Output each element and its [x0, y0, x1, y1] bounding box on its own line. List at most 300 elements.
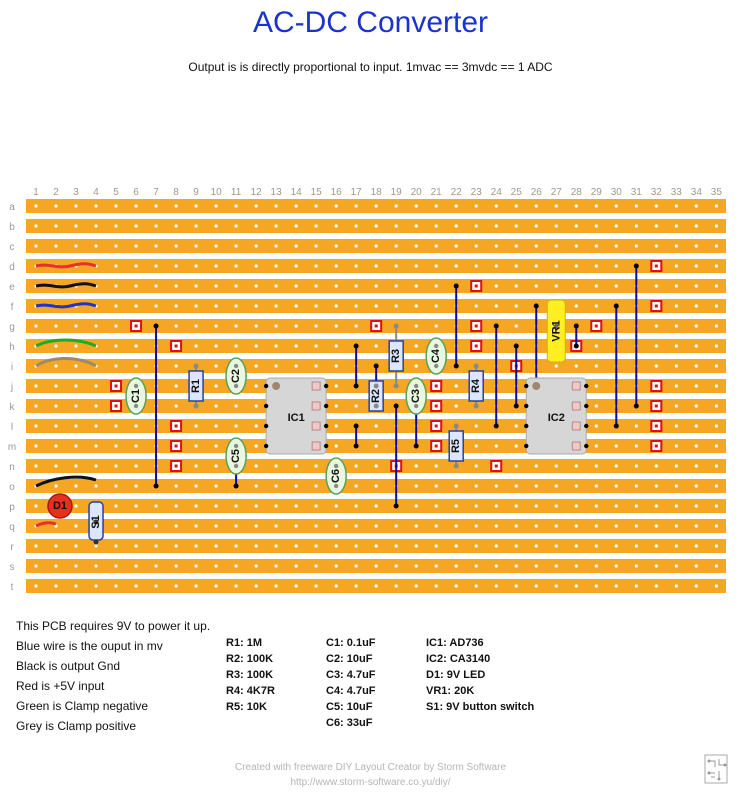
- column-label: 2: [53, 187, 59, 198]
- jumper-end: [154, 324, 159, 329]
- strip-hole: [174, 544, 177, 547]
- strip-hole: [174, 324, 177, 327]
- strip-hole: [715, 504, 718, 507]
- strip-hole: [415, 324, 418, 327]
- strip-hole: [134, 584, 137, 587]
- strip-hole: [415, 524, 418, 527]
- capacitor-label: C1: [130, 388, 143, 404]
- strip-hole: [275, 324, 278, 327]
- diy-logo-icon: [702, 752, 732, 786]
- strip-hole: [315, 584, 318, 587]
- strip-hole: [255, 404, 258, 407]
- strip-hole: [114, 344, 117, 347]
- diagram-subtitle: Output is is directly proportional to input. 1mvac == 3mvdc == 1 ADC: [188, 60, 553, 74]
- strip-hole: [214, 404, 217, 407]
- strip-hole: [475, 264, 478, 267]
- column-label: 18: [370, 187, 382, 198]
- strip-hole: [255, 424, 258, 427]
- bom-capacitor: C3: 4.7uF: [326, 669, 376, 681]
- strip-hole: [415, 484, 418, 487]
- strip-hole: [315, 464, 318, 467]
- bom-resistor: R3: 100K: [226, 669, 274, 681]
- strip-hole: [675, 404, 678, 407]
- strip-hole: [335, 524, 338, 527]
- strip-hole: [154, 584, 157, 587]
- strip-hole: [74, 524, 77, 527]
- strip-hole: [34, 564, 37, 567]
- capacitor-label: C4: [430, 348, 443, 364]
- strip-hole: [415, 304, 418, 307]
- strip-hole: [275, 544, 278, 547]
- strip-hole: [595, 524, 598, 527]
- column-label: 3: [73, 187, 79, 198]
- strip-hole: [74, 344, 77, 347]
- strip-hole: [675, 304, 678, 307]
- strip-hole: [54, 344, 57, 347]
- strip-hole: [114, 424, 117, 427]
- strip-hole: [134, 524, 137, 527]
- strip-hole: [395, 304, 398, 307]
- strip-hole: [275, 584, 278, 587]
- ic-pin: [324, 384, 328, 388]
- strip-hole: [535, 204, 538, 207]
- strip-hole: [94, 484, 97, 487]
- strip-hole: [415, 564, 418, 567]
- strip-hole: [74, 424, 77, 427]
- column-label: 35: [710, 187, 722, 198]
- strip-hole: [655, 524, 658, 527]
- strip-hole: [595, 304, 598, 307]
- bom-other: D1: 9V LED: [426, 669, 486, 681]
- capacitor-pin: [334, 464, 338, 468]
- strip-hole: [555, 464, 558, 467]
- strip-hole: [194, 284, 197, 287]
- strip-hole: [715, 304, 718, 307]
- strip-hole: [435, 504, 438, 507]
- strip-hole: [34, 244, 37, 247]
- strip-hole: [315, 484, 318, 487]
- track-cut-dot: [475, 345, 478, 348]
- strip-hole: [455, 564, 458, 567]
- strip-hole: [54, 564, 57, 567]
- strip-hole: [295, 264, 298, 267]
- strip-hole: [375, 444, 378, 447]
- switch-label: S1: [90, 515, 103, 529]
- bom-capacitor: C5: 10uF: [326, 701, 373, 713]
- strip-hole: [235, 544, 238, 547]
- strip-hole: [214, 324, 217, 327]
- strip-hole: [695, 504, 698, 507]
- strip-hole: [455, 384, 458, 387]
- strip-hole: [375, 284, 378, 287]
- strip-hole: [335, 384, 338, 387]
- row-label: j: [10, 382, 14, 393]
- note-line: Grey is Clamp positive: [16, 719, 137, 733]
- strip-hole: [495, 244, 498, 247]
- strip-hole: [34, 324, 37, 327]
- row-label: s: [9, 562, 15, 573]
- strip-hole: [575, 224, 578, 227]
- strip-hole: [615, 264, 618, 267]
- strip-hole: [535, 544, 538, 547]
- strip-hole: [435, 484, 438, 487]
- strip-hole: [575, 464, 578, 467]
- capacitor-pin: [234, 464, 238, 468]
- row-label: h: [9, 342, 15, 353]
- strip-hole: [455, 404, 458, 407]
- strip-hole: [154, 264, 157, 267]
- strip-hole: [335, 584, 338, 587]
- strip-hole: [515, 304, 518, 307]
- strip-hole: [575, 584, 578, 587]
- strip-hole: [695, 204, 698, 207]
- strip-hole: [255, 384, 258, 387]
- track-cut-dot: [375, 325, 378, 328]
- row-label: d: [9, 262, 15, 273]
- strip-hole: [375, 564, 378, 567]
- strip-hole: [375, 344, 378, 347]
- strip-hole: [34, 444, 37, 447]
- strip-hole: [695, 464, 698, 467]
- ic-pin: [324, 444, 328, 448]
- strip-hole: [194, 344, 197, 347]
- resistor-pin: [454, 464, 459, 469]
- strip-hole: [74, 204, 77, 207]
- strip-hole: [335, 284, 338, 287]
- strip-hole: [415, 244, 418, 247]
- footer-url[interactable]: http://www.storm-software.co.yu/diy/: [290, 777, 451, 788]
- strip-hole: [475, 464, 478, 467]
- resistor-pin: [394, 324, 399, 329]
- strip-hole: [495, 204, 498, 207]
- strip-hole: [235, 344, 238, 347]
- strip-hole: [455, 524, 458, 527]
- strip-hole: [114, 484, 117, 487]
- column-label: 28: [570, 187, 582, 198]
- strip-hole: [295, 364, 298, 367]
- track-cut-dot: [595, 325, 598, 328]
- strip-hole: [615, 204, 618, 207]
- strip-hole: [94, 444, 97, 447]
- strip-hole: [315, 304, 318, 307]
- strip-hole: [595, 564, 598, 567]
- strip-hole: [174, 364, 177, 367]
- strip-hole: [695, 364, 698, 367]
- strip-hole: [675, 364, 678, 367]
- strip-hole: [415, 584, 418, 587]
- strip-hole: [575, 524, 578, 527]
- note-line: Red is +5V input: [16, 679, 105, 693]
- strip-hole: [235, 284, 238, 287]
- track-cut-dot: [655, 385, 658, 388]
- strip-hole: [94, 584, 97, 587]
- strip-hole: [315, 324, 318, 327]
- strip-hole: [174, 264, 177, 267]
- row-label: k: [9, 402, 15, 413]
- strip-hole: [114, 544, 117, 547]
- track-cut-dot: [175, 445, 178, 448]
- strip-hole: [495, 584, 498, 587]
- bom-capacitor: C4: 4.7uF: [326, 685, 376, 697]
- strip-hole: [395, 284, 398, 287]
- strip-hole: [475, 524, 478, 527]
- strip-hole: [315, 284, 318, 287]
- strip-hole: [555, 524, 558, 527]
- strip-hole: [455, 264, 458, 267]
- strip-hole: [675, 424, 678, 427]
- strip-hole: [655, 284, 658, 287]
- strip-hole: [715, 404, 718, 407]
- strip-hole: [355, 584, 358, 587]
- jumper-end: [394, 504, 399, 509]
- strip-hole: [635, 464, 638, 467]
- strip-hole: [615, 224, 618, 227]
- strip-hole: [275, 224, 278, 227]
- row-label: f: [10, 302, 14, 313]
- strip-hole: [675, 324, 678, 327]
- strip-hole: [675, 584, 678, 587]
- strip-hole: [675, 224, 678, 227]
- strip-hole: [495, 304, 498, 307]
- strip-hole: [194, 444, 197, 447]
- strip-hole: [395, 544, 398, 547]
- strip-hole: [515, 204, 518, 207]
- strip-hole: [94, 224, 97, 227]
- strip-hole: [575, 244, 578, 247]
- strip-hole: [435, 224, 438, 227]
- strip-hole: [235, 204, 238, 207]
- strip-hole: [94, 324, 97, 327]
- strip-hole: [375, 304, 378, 307]
- strip-hole: [515, 244, 518, 247]
- strip-hole: [214, 444, 217, 447]
- strip-hole: [235, 564, 238, 567]
- strip-hole: [415, 364, 418, 367]
- jumper-end: [154, 484, 159, 489]
- track-cut-dot: [115, 385, 118, 388]
- strip-hole: [675, 284, 678, 287]
- resistor-label: R2: [370, 388, 383, 404]
- track-cut-dot: [655, 425, 658, 428]
- strip-hole: [495, 224, 498, 227]
- strip-hole: [435, 264, 438, 267]
- jumper-end: [614, 304, 619, 309]
- resistor-pin: [394, 384, 399, 389]
- strip-hole: [114, 524, 117, 527]
- bom-capacitor: C6: 33uF: [326, 717, 373, 729]
- strip-hole: [335, 304, 338, 307]
- strip-hole: [715, 584, 718, 587]
- bom-resistor: R1: 1M: [226, 637, 263, 649]
- strip-hole: [515, 564, 518, 567]
- strip-hole: [695, 484, 698, 487]
- strip-hole: [34, 384, 37, 387]
- strip-hole: [695, 424, 698, 427]
- row-label: r: [10, 542, 14, 553]
- strip-hole: [715, 384, 718, 387]
- strip-hole: [455, 224, 458, 227]
- column-label: 12: [250, 187, 262, 198]
- strip-hole: [74, 244, 77, 247]
- strip-hole: [635, 524, 638, 527]
- strip-hole: [174, 204, 177, 207]
- strip-hole: [355, 484, 358, 487]
- row-label: g: [9, 322, 15, 333]
- strip-hole: [715, 204, 718, 207]
- strip-hole: [715, 524, 718, 527]
- ic-label: IC2: [547, 412, 565, 424]
- strip-hole: [114, 504, 117, 507]
- strip-hole: [74, 584, 77, 587]
- strip-hole: [355, 504, 358, 507]
- track-cut-dot: [175, 425, 178, 428]
- column-label: 21: [430, 187, 442, 198]
- strip-hole: [134, 484, 137, 487]
- track-cut-dot: [175, 465, 178, 468]
- strip-hole: [515, 444, 518, 447]
- strip-hole: [174, 584, 177, 587]
- strip-hole: [475, 304, 478, 307]
- strip-hole: [114, 304, 117, 307]
- strip-hole: [655, 504, 658, 507]
- column-label: 1: [33, 187, 39, 198]
- resistor-pin: [474, 364, 479, 369]
- strip-hole: [515, 264, 518, 267]
- strip-hole: [235, 504, 238, 507]
- strip-hole: [575, 564, 578, 567]
- strip-hole: [235, 324, 238, 327]
- capacitor-pin: [434, 344, 438, 348]
- strip-hole: [235, 304, 238, 307]
- strip-hole: [355, 524, 358, 527]
- strip-hole: [214, 224, 217, 227]
- strip-hole: [355, 324, 358, 327]
- strip-hole: [255, 324, 258, 327]
- strip-hole: [275, 304, 278, 307]
- strip-hole: [375, 424, 378, 427]
- strip-hole: [515, 224, 518, 227]
- strip-hole: [415, 284, 418, 287]
- strip-hole: [255, 484, 258, 487]
- strip-hole: [114, 464, 117, 467]
- strip-hole: [655, 224, 658, 227]
- track-cut-dot: [655, 305, 658, 308]
- strip-hole: [595, 464, 598, 467]
- strip-hole: [134, 344, 137, 347]
- strip-hole: [475, 204, 478, 207]
- track-cut-dot: [115, 405, 118, 408]
- note-line: Green is Clamp negative: [16, 699, 149, 713]
- strip-hole: [34, 404, 37, 407]
- ic-pin-pad: [572, 442, 580, 450]
- strip-hole: [34, 424, 37, 427]
- strip-hole: [235, 584, 238, 587]
- strip-hole: [495, 484, 498, 487]
- ic-pin: [264, 404, 268, 408]
- strip-hole: [174, 304, 177, 307]
- strip-hole: [595, 404, 598, 407]
- strip-hole: [675, 504, 678, 507]
- strip-hole: [194, 564, 197, 567]
- strip-hole: [114, 244, 117, 247]
- strip-hole: [315, 264, 318, 267]
- strip-hole: [595, 584, 598, 587]
- strip-hole: [74, 324, 77, 327]
- strip-hole: [395, 224, 398, 227]
- strip-hole: [315, 244, 318, 247]
- jumper-end: [354, 424, 359, 429]
- strip-hole: [54, 424, 57, 427]
- strip-hole: [515, 504, 518, 507]
- strip-hole: [235, 524, 238, 527]
- strip-hole: [575, 264, 578, 267]
- strip-hole: [715, 424, 718, 427]
- bom-resistor: R5: 10K: [226, 701, 267, 713]
- strip-hole: [94, 544, 97, 547]
- strip-hole: [555, 364, 558, 367]
- strip-hole: [194, 464, 197, 467]
- strip-hole: [435, 324, 438, 327]
- ic-pin: [584, 404, 588, 408]
- jumper-end: [514, 404, 519, 409]
- column-label: 7: [153, 187, 159, 198]
- strip-hole: [695, 324, 698, 327]
- strip-hole: [715, 544, 718, 547]
- strip-hole: [214, 264, 217, 267]
- strip-hole: [194, 484, 197, 487]
- strip-hole: [54, 384, 57, 387]
- strip-hole: [675, 524, 678, 527]
- strip-hole: [615, 484, 618, 487]
- row-label: c: [9, 242, 15, 253]
- strip-hole: [54, 544, 57, 547]
- strip-hole: [695, 584, 698, 587]
- jumper-end: [354, 344, 359, 349]
- row-label: o: [9, 482, 15, 493]
- strip-hole: [335, 224, 338, 227]
- strip-hole: [455, 484, 458, 487]
- strip-hole: [275, 204, 278, 207]
- bom-resistor: R4: 4K7R: [226, 685, 275, 697]
- strip-hole: [74, 384, 77, 387]
- strip-hole: [355, 204, 358, 207]
- strip-hole: [275, 484, 278, 487]
- column-label: 30: [610, 187, 622, 198]
- strip-hole: [675, 344, 678, 347]
- strip-hole: [475, 584, 478, 587]
- strip-hole: [174, 564, 177, 567]
- strip-hole: [134, 504, 137, 507]
- ic-pin: [524, 384, 528, 388]
- strip-hole: [655, 564, 658, 567]
- strip-hole: [715, 224, 718, 227]
- column-label: 14: [290, 187, 302, 198]
- strip-hole: [134, 244, 137, 247]
- strip-hole: [134, 304, 137, 307]
- strip-hole: [34, 544, 37, 547]
- strip-hole: [255, 304, 258, 307]
- strip-hole: [595, 264, 598, 267]
- strip-hole: [595, 544, 598, 547]
- strip-hole: [134, 204, 137, 207]
- strip-hole: [595, 204, 598, 207]
- strip-hole: [635, 544, 638, 547]
- capacitor-pin: [434, 364, 438, 368]
- capacitor-pin: [134, 384, 138, 388]
- strip-hole: [435, 304, 438, 307]
- strip-hole: [635, 504, 638, 507]
- strip-hole: [335, 344, 338, 347]
